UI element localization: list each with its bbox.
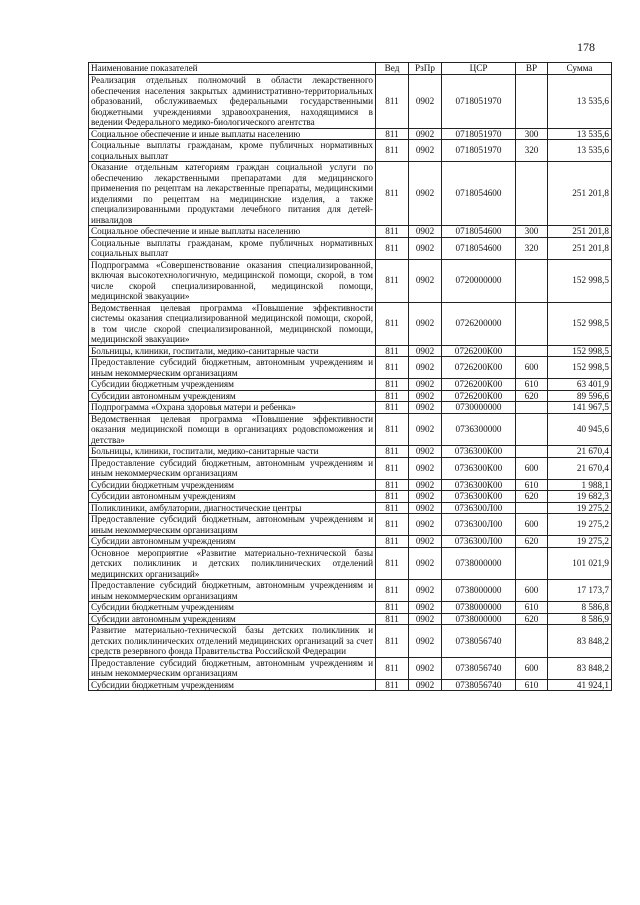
row-sum: 152 998,5 <box>548 357 612 379</box>
row-csr: 0718054600 <box>442 226 516 238</box>
table-row <box>89 128 612 140</box>
row-vr <box>516 625 548 658</box>
row-sum: 13 535,6 <box>548 75 612 129</box>
row-ved: 811 <box>376 140 409 162</box>
row-vr: 320 <box>516 140 548 162</box>
row-csr: 0726200000 <box>442 302 516 345</box>
row-vr <box>516 446 548 458</box>
row-ved: 811 <box>376 502 409 514</box>
table-row <box>89 226 612 238</box>
table-row <box>89 162 612 226</box>
row-csr: 0718054600 <box>442 162 516 226</box>
row-vr <box>516 345 548 357</box>
row-sum: 40 945,6 <box>548 413 612 446</box>
row-rzpr: 0902 <box>409 514 442 536</box>
row-ved: 811 <box>376 237 409 259</box>
row-name: Ведомственная целевая программа «Повышение эффективности оказания медицинской помощи в организациях родовспоможения и детства» <box>89 413 376 446</box>
table-row <box>89 457 612 479</box>
row-csr: 0738056740 <box>442 657 516 679</box>
row-name: Больницы, клиники, госпитали, медико-санитарные части <box>89 345 376 357</box>
row-vr <box>516 162 548 226</box>
column-header-rzpr: РзПр <box>409 63 442 75</box>
row-vr <box>516 75 548 129</box>
row-name: Субсидии бюджетным учреждениям <box>89 379 376 391</box>
row-sum: 8 586,9 <box>548 613 612 625</box>
table-row <box>89 602 612 614</box>
row-sum: 152 998,5 <box>548 259 612 302</box>
row-name: Реализация отдельных полномочий в области лекарственного обеспечения населения закрытых административно-территориальных образований, обслуживаемых федеральными государственными бюджетными учреждениями здравоохранения, находящимися в ведении Федерального медико-биологического агентства <box>89 75 376 129</box>
row-sum: 41 924,1 <box>548 679 612 691</box>
row-rzpr: 0902 <box>409 479 442 491</box>
row-ved: 811 <box>376 259 409 302</box>
row-ved: 811 <box>376 128 409 140</box>
row-vr: 610 <box>516 679 548 691</box>
row-csr: 0738000000 <box>442 547 516 580</box>
row-sum: 13 535,6 <box>548 128 612 140</box>
table-row <box>89 390 612 402</box>
row-csr: 0718054600 <box>442 237 516 259</box>
row-csr: 0736300Л00 <box>442 536 516 548</box>
row-vr: 320 <box>516 237 548 259</box>
row-vr: 610 <box>516 602 548 614</box>
row-vr: 620 <box>516 536 548 548</box>
table-row <box>89 536 612 548</box>
row-csr: 0718051970 <box>442 75 516 129</box>
row-rzpr: 0902 <box>409 379 442 391</box>
table-row <box>89 657 612 679</box>
row-csr: 0738000000 <box>442 580 516 602</box>
row-vr <box>516 547 548 580</box>
row-sum: 89 596,6 <box>548 390 612 402</box>
row-ved: 811 <box>376 547 409 580</box>
row-ved: 811 <box>376 602 409 614</box>
table-row <box>89 491 612 503</box>
row-vr: 620 <box>516 491 548 503</box>
page-number: 178 <box>577 40 595 54</box>
row-vr <box>516 502 548 514</box>
row-vr: 600 <box>516 514 548 536</box>
column-header-vr: ВР <box>516 63 548 75</box>
row-name: Субсидии бюджетным учреждениям <box>89 679 376 691</box>
row-csr: 0736300К00 <box>442 491 516 503</box>
row-ved: 811 <box>376 226 409 238</box>
table-row <box>89 302 612 345</box>
row-ved: 811 <box>376 491 409 503</box>
row-rzpr: 0902 <box>409 491 442 503</box>
row-ved: 811 <box>376 514 409 536</box>
row-csr: 0736300000 <box>442 413 516 446</box>
row-sum: 251 201,8 <box>548 237 612 259</box>
row-name: Субсидии бюджетным учреждениям <box>89 479 376 491</box>
table-row <box>89 613 612 625</box>
row-ved: 811 <box>376 479 409 491</box>
row-sum: 63 401,9 <box>548 379 612 391</box>
row-name: Предоставление субсидий бюджетным, автономным учреждениям и иным некоммерческим организациям <box>89 357 376 379</box>
row-sum: 8 586,8 <box>548 602 612 614</box>
table-row <box>89 514 612 536</box>
row-name: Субсидии автономным учреждениям <box>89 536 376 548</box>
row-ved: 811 <box>376 679 409 691</box>
row-vr <box>516 413 548 446</box>
row-ved: 811 <box>376 613 409 625</box>
row-name: Субсидии автономным учреждениям <box>89 613 376 625</box>
row-csr: 0736300К00 <box>442 446 516 458</box>
row-rzpr: 0902 <box>409 162 442 226</box>
row-vr: 620 <box>516 390 548 402</box>
row-vr <box>516 302 548 345</box>
row-csr: 0738000000 <box>442 602 516 614</box>
row-rzpr: 0902 <box>409 259 442 302</box>
row-csr: 0736300Л00 <box>442 502 516 514</box>
row-csr: 0726200К00 <box>442 357 516 379</box>
row-csr: 0726200К00 <box>442 379 516 391</box>
row-rzpr: 0902 <box>409 547 442 580</box>
row-vr: 600 <box>516 657 548 679</box>
row-ved: 811 <box>376 162 409 226</box>
row-rzpr: 0902 <box>409 679 442 691</box>
table-row <box>89 345 612 357</box>
row-name: Подпрограмма «Совершенствование оказания специализированной, включая высокотехнологичную, медицинской помощи, скорой, в том числе скорой специализированной, медицинской помощи, медицинской эвакуации» <box>89 259 376 302</box>
row-rzpr: 0902 <box>409 75 442 129</box>
row-sum: 101 021,9 <box>548 547 612 580</box>
row-ved: 811 <box>376 457 409 479</box>
budget-table <box>88 62 612 691</box>
row-name: Социальные выплаты гражданам, кроме публичных нормативных социальных выплат <box>89 140 376 162</box>
row-name: Больницы, клиники, госпитали, медико-санитарные части <box>89 446 376 458</box>
row-rzpr: 0902 <box>409 390 442 402</box>
row-sum: 152 998,5 <box>548 302 612 345</box>
row-rzpr: 0902 <box>409 657 442 679</box>
row-ved: 811 <box>376 657 409 679</box>
table-row <box>89 357 612 379</box>
row-name: Субсидии автономным учреждениям <box>89 390 376 402</box>
row-sum: 152 998,5 <box>548 345 612 357</box>
row-sum: 251 201,8 <box>548 162 612 226</box>
row-rzpr: 0902 <box>409 502 442 514</box>
table-row <box>89 379 612 391</box>
row-sum: 19 275,2 <box>548 502 612 514</box>
row-csr: 0738056740 <box>442 679 516 691</box>
row-ved: 811 <box>376 446 409 458</box>
row-csr: 0736300К00 <box>442 457 516 479</box>
row-sum: 21 670,4 <box>548 446 612 458</box>
table-row <box>89 502 612 514</box>
row-name: Основное мероприятие «Развитие материально-технической базы детских поликлиник и детских поликлинических отделений медицинских организаций» <box>89 547 376 580</box>
row-name: Подпрограмма «Охрана здоровья матери и ребенка» <box>89 402 376 414</box>
row-sum: 83 848,2 <box>548 657 612 679</box>
table-row <box>89 679 612 691</box>
row-vr: 600 <box>516 457 548 479</box>
row-csr: 0720000000 <box>442 259 516 302</box>
row-ved: 811 <box>376 379 409 391</box>
row-ved: 811 <box>376 625 409 658</box>
table-row <box>89 402 612 414</box>
row-csr: 0738056740 <box>442 625 516 658</box>
column-header-ved: Вед <box>376 63 409 75</box>
row-rzpr: 0902 <box>409 580 442 602</box>
column-header-sum: Сумма <box>548 63 612 75</box>
table-body <box>89 75 612 691</box>
table-row <box>89 446 612 458</box>
row-csr: 0730000000 <box>442 402 516 414</box>
row-rzpr: 0902 <box>409 226 442 238</box>
row-rzpr: 0902 <box>409 402 442 414</box>
table-row <box>89 75 612 129</box>
row-rzpr: 0902 <box>409 357 442 379</box>
row-name: Субсидии бюджетным учреждениям <box>89 602 376 614</box>
row-sum: 83 848,2 <box>548 625 612 658</box>
row-sum: 21 670,4 <box>548 457 612 479</box>
column-header-csr: ЦСР <box>442 63 516 75</box>
row-sum: 141 967,5 <box>548 402 612 414</box>
row-vr: 300 <box>516 128 548 140</box>
row-sum: 19 275,2 <box>548 514 612 536</box>
row-rzpr: 0902 <box>409 613 442 625</box>
row-name: Предоставление субсидий бюджетным, автономным учреждениям и иным некоммерческим организациям <box>89 457 376 479</box>
row-csr: 0718051970 <box>442 140 516 162</box>
row-name: Поликлиники, амбулатории, диагностические центры <box>89 502 376 514</box>
row-rzpr: 0902 <box>409 345 442 357</box>
row-csr: 0726200К00 <box>442 390 516 402</box>
table-row <box>89 237 612 259</box>
row-vr: 610 <box>516 379 548 391</box>
row-name: Субсидии автономным учреждениям <box>89 491 376 503</box>
row-sum: 1 988,1 <box>548 479 612 491</box>
table-row <box>89 580 612 602</box>
row-ved: 811 <box>376 75 409 129</box>
row-ved: 811 <box>376 580 409 602</box>
row-ved: 811 <box>376 345 409 357</box>
row-name: Социальное обеспечение и иные выплаты населению <box>89 226 376 238</box>
row-name: Оказание отдельным категориям граждан социальной услуги по обеспечению лекарственными препаратами для медицинского применения по рецептам на лекарственные препараты, медицинскими изделиями по рецептам на медицинские изделия, а также специализированными продуктами лечебного питания для детей-инвалидов <box>89 162 376 226</box>
row-rzpr: 0902 <box>409 625 442 658</box>
row-rzpr: 0902 <box>409 413 442 446</box>
table-row <box>89 625 612 658</box>
row-vr: 600 <box>516 580 548 602</box>
row-vr: 620 <box>516 613 548 625</box>
row-ved: 811 <box>376 302 409 345</box>
column-header-name: Наименование показателей <box>89 63 376 75</box>
row-vr <box>516 259 548 302</box>
row-sum: 17 173,7 <box>548 580 612 602</box>
table-row <box>89 413 612 446</box>
row-rzpr: 0902 <box>409 536 442 548</box>
row-vr: 610 <box>516 479 548 491</box>
row-name: Социальное обеспечение и иные выплаты населению <box>89 128 376 140</box>
row-rzpr: 0902 <box>409 237 442 259</box>
row-csr: 0718051970 <box>442 128 516 140</box>
row-ved: 811 <box>376 390 409 402</box>
row-rzpr: 0902 <box>409 128 442 140</box>
row-sum: 251 201,8 <box>548 226 612 238</box>
row-name: Социальные выплаты гражданам, кроме публичных нормативных социальных выплат <box>89 237 376 259</box>
table-row <box>89 259 612 302</box>
row-csr: 0736300К00 <box>442 479 516 491</box>
row-rzpr: 0902 <box>409 302 442 345</box>
row-name: Предоставление субсидий бюджетным, автономным учреждениям и иным некоммерческим организациям <box>89 657 376 679</box>
row-name: Развитие материально-технической базы детских поликлиник и детских поликлинических отделений медицинских организаций за счет средств резервного фонда Правительства Российской Федерации <box>89 625 376 658</box>
row-vr <box>516 402 548 414</box>
table-row <box>89 547 612 580</box>
row-rzpr: 0902 <box>409 446 442 458</box>
row-name: Предоставление субсидий бюджетным, автономным учреждениям и иным некоммерческим организациям <box>89 514 376 536</box>
row-rzpr: 0902 <box>409 457 442 479</box>
row-rzpr: 0902 <box>409 140 442 162</box>
row-name: Ведомственная целевая программа «Повышение эффективности системы оказания специализированной медицинской помощи, скорой, в том числе скорой специализированной, медицинской помощи, медицинской эвакуации» <box>89 302 376 345</box>
row-csr: 0736300Л00 <box>442 514 516 536</box>
table-row <box>89 140 612 162</box>
row-vr: 300 <box>516 226 548 238</box>
row-csr: 0726200К00 <box>442 345 516 357</box>
row-vr: 600 <box>516 357 548 379</box>
row-sum: 19 682,3 <box>548 491 612 503</box>
row-sum: 13 535,6 <box>548 140 612 162</box>
table-row <box>89 479 612 491</box>
row-csr: 0738000000 <box>442 613 516 625</box>
row-ved: 811 <box>376 402 409 414</box>
row-rzpr: 0902 <box>409 602 442 614</box>
row-ved: 811 <box>376 413 409 446</box>
row-sum: 19 275,2 <box>548 536 612 548</box>
row-ved: 811 <box>376 536 409 548</box>
table-header-row <box>89 63 612 75</box>
row-name: Предоставление субсидий бюджетным, автономным учреждениям и иным некоммерческим организациям <box>89 580 376 602</box>
row-ved: 811 <box>376 357 409 379</box>
